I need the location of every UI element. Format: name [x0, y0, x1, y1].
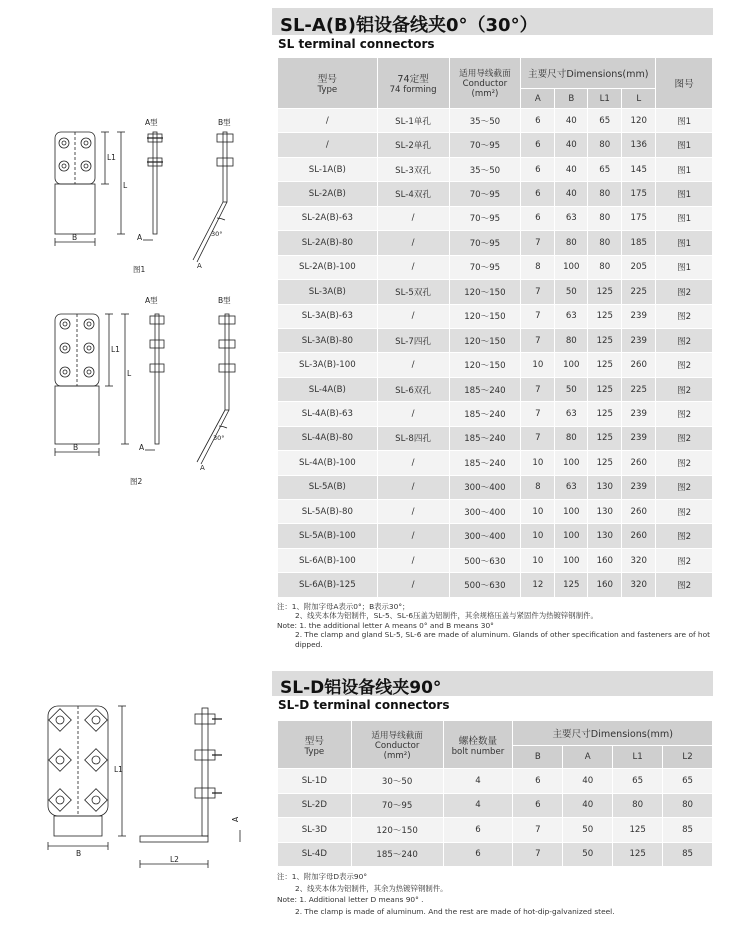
d-header-bolt — [443, 721, 513, 769]
cell-b: 80 — [555, 231, 588, 255]
cell-a: 50 — [563, 842, 613, 867]
table-row — [278, 182, 713, 206]
cell-conductor: 500～630 — [449, 548, 521, 572]
cell-l: 239 — [622, 426, 656, 450]
fig2-palm — [55, 386, 99, 444]
cell-b: 50 — [555, 377, 588, 401]
cell-b: 63 — [555, 206, 588, 230]
cell-forming: / — [377, 402, 449, 426]
cell-a: 6 — [521, 182, 555, 206]
section2-subtitle: SL-D terminal connectors — [278, 698, 450, 712]
cell-l1: 125 — [588, 402, 622, 426]
cell-type: SL-4A(B)-63 — [278, 402, 378, 426]
header-dim-b: B — [555, 89, 588, 109]
cell-fig: 图2 — [656, 304, 713, 328]
header-conductor — [449, 58, 521, 109]
cell-conductor: 30～50 — [351, 769, 443, 794]
d-header-conductor-cn: 适用导线截面 — [371, 730, 423, 741]
note-cn-1: 注：1、附加字母A表示0°；B表示30°； — [277, 602, 410, 611]
fig2-bolt-holes — [60, 319, 94, 377]
cell-a: 10 — [521, 524, 555, 548]
figure-2-drawing — [45, 290, 270, 490]
table-row — [278, 255, 713, 279]
fig2-typeB-label: B型 — [218, 296, 231, 305]
fig2-caption: 图2 — [130, 477, 143, 486]
cell-l1: 65 — [613, 769, 663, 794]
cell-a: 6 — [521, 109, 555, 133]
cell-type: SL-6A(B)-125 — [278, 573, 378, 597]
header-conductor-cn: 适用导线截面 — [459, 69, 511, 79]
note-en-1: Note: 1. the additional letter A means 0° and B means 30° — [277, 620, 494, 630]
cell-type: SL-5A(B)-80 — [278, 500, 378, 524]
cell-l1: 80 — [588, 182, 622, 206]
cell-conductor: 35～50 — [449, 157, 521, 181]
d-header-conductor-en: Conductor — [374, 740, 420, 751]
cell-type: SL-2A(B) — [278, 182, 378, 206]
table-row — [278, 328, 713, 352]
cell-l1: 80 — [613, 793, 663, 818]
section2-title: SL-D铝设备线夹90° — [280, 678, 442, 698]
cell-type: SL-3A(B)-80 — [278, 328, 378, 352]
cell-b: 100 — [555, 353, 588, 377]
section1-subtitle: SL terminal connectors — [278, 37, 435, 51]
cell-forming: / — [377, 548, 449, 572]
cell-type: SL-5A(B) — [278, 475, 378, 499]
section2-table — [277, 720, 713, 867]
cell-a: 12 — [521, 573, 555, 597]
header-type — [278, 58, 378, 109]
cell-a: 7 — [521, 304, 555, 328]
cell-a: 6 — [521, 157, 555, 181]
cell-type: SL-1D — [278, 769, 352, 794]
cell-fig: 图2 — [656, 548, 713, 572]
fig2-L-label: L — [127, 369, 132, 378]
cell-l: 175 — [622, 206, 656, 230]
table-row — [278, 109, 713, 133]
fig2-L1-label: L1 — [111, 345, 120, 354]
cell-fig: 图2 — [656, 573, 713, 597]
section2-title-bar — [272, 671, 713, 696]
d-header-dim-l2: L2 — [663, 746, 713, 769]
cell-type: SL-5A(B)-100 — [278, 524, 378, 548]
cell-type: SL-2A(B)-80 — [278, 231, 378, 255]
cell-a: 10 — [521, 548, 555, 572]
cell-conductor: 185～240 — [351, 842, 443, 867]
fig3-side-horizontal — [140, 836, 208, 842]
cell-type: SL-3A(B) — [278, 280, 378, 304]
cell-type: SL-6A(B)-100 — [278, 548, 378, 572]
section1-table — [277, 57, 713, 598]
cell-bolts: 6 — [443, 842, 513, 867]
fig1-B-label: B — [72, 233, 78, 242]
cell-fig: 图2 — [656, 280, 713, 304]
cell-b: 100 — [555, 524, 588, 548]
header-dim-a: A — [521, 89, 555, 109]
cell-b: 40 — [555, 182, 588, 206]
cell-bolts: 4 — [443, 793, 513, 818]
cell-b: 80 — [555, 328, 588, 352]
cell-fig: 图2 — [656, 475, 713, 499]
table-row — [278, 475, 713, 499]
cell-a: 7 — [521, 280, 555, 304]
d-header-type — [278, 721, 352, 769]
table-row — [278, 524, 713, 548]
fig3-L2-label: L2 — [170, 855, 179, 864]
d-header-bolt-cn: 螺栓数量 — [458, 735, 498, 747]
cell-forming: / — [377, 475, 449, 499]
table-row — [278, 402, 713, 426]
cell-a: 8 — [521, 255, 555, 279]
d-note-cn-2: 2、线夹本体为铝制件，其余为热镀锌钢制件。 — [295, 883, 448, 893]
cell-l: 145 — [622, 157, 656, 181]
header-forming-en: 74 forming — [389, 85, 437, 95]
cell-type: / — [278, 109, 378, 133]
fig1-palm — [55, 184, 95, 234]
fig2-A-label: A — [139, 443, 145, 452]
table-row — [278, 157, 713, 181]
cell-b: 100 — [555, 500, 588, 524]
header-conductor-unit: (mm²) — [471, 89, 499, 99]
header-dimensions: 主要尺寸Dimensions(mm) — [521, 58, 656, 89]
cell-l1: 80 — [588, 206, 622, 230]
section1-title-bar — [272, 8, 713, 35]
cell-l1: 130 — [588, 500, 622, 524]
fig1-typeA-label: A型 — [145, 118, 158, 127]
cell-type: / — [278, 133, 378, 157]
cell-type: SL-3D — [278, 818, 352, 843]
cell-l: 260 — [622, 524, 656, 548]
cell-a: 10 — [521, 500, 555, 524]
table-row — [278, 548, 713, 572]
cell-fig: 图2 — [656, 451, 713, 475]
cell-forming: / — [377, 451, 449, 475]
d-header-dim-a: A — [563, 746, 613, 769]
cell-fig: 图1 — [656, 255, 713, 279]
header-forming — [377, 58, 449, 109]
fig1-caption: 图1 — [133, 265, 146, 274]
header-fig: 图号 — [656, 58, 713, 109]
cell-fig: 图1 — [656, 231, 713, 255]
cell-a: 10 — [521, 451, 555, 475]
cell-b: 7 — [513, 842, 563, 867]
cell-l1: 65 — [588, 157, 622, 181]
table-row — [278, 231, 713, 255]
cell-l2: 65 — [663, 769, 713, 794]
fig1-A2-label: A — [197, 262, 202, 270]
fig1-side-B — [223, 132, 227, 202]
table-row — [278, 426, 713, 450]
d-header-type-en: Type — [304, 746, 325, 757]
cell-a: 7 — [521, 328, 555, 352]
cell-fig: 图2 — [656, 377, 713, 401]
cell-type: SL-3A(B)-100 — [278, 353, 378, 377]
cell-bolts: 4 — [443, 769, 513, 794]
cell-fig: 图1 — [656, 182, 713, 206]
cell-forming: / — [377, 353, 449, 377]
cell-forming: / — [377, 231, 449, 255]
cell-l: 205 — [622, 255, 656, 279]
cell-fig: 图1 — [656, 109, 713, 133]
cell-conductor: 185～240 — [449, 402, 521, 426]
fig2-side-A — [155, 314, 159, 444]
header-type-cn: 型号 — [317, 74, 337, 85]
cell-b: 100 — [555, 451, 588, 475]
cell-conductor: 185～240 — [449, 377, 521, 401]
cell-conductor: 70～95 — [449, 133, 521, 157]
cell-conductor: 120～150 — [449, 304, 521, 328]
d-header-dimensions: 主要尺寸Dimensions(mm) — [513, 721, 713, 746]
fig1-L-label: L — [123, 181, 128, 190]
d-header-conductor — [351, 721, 443, 769]
cell-l: 120 — [622, 109, 656, 133]
header-forming-cn: 74定型 — [397, 74, 429, 85]
cell-a: 40 — [563, 769, 613, 794]
cell-bolts: 6 — [443, 818, 513, 843]
cell-l1: 125 — [588, 426, 622, 450]
cell-a: 7 — [521, 377, 555, 401]
cell-forming: / — [377, 524, 449, 548]
cell-l2: 80 — [663, 793, 713, 818]
cell-l1: 160 — [588, 548, 622, 572]
fig2-typeA-label: A型 — [145, 296, 158, 305]
cell-fig: 图1 — [656, 206, 713, 230]
cell-l: 260 — [622, 500, 656, 524]
cell-forming: SL-8四孔 — [377, 426, 449, 450]
cell-b: 80 — [555, 426, 588, 450]
section1-title: SL-A(B)铝设备线夹0°（30°） — [280, 15, 538, 36]
cell-b: 125 — [555, 573, 588, 597]
table-row — [278, 842, 713, 867]
table-row — [278, 206, 713, 230]
cell-conductor: 120～150 — [449, 353, 521, 377]
table-row — [278, 451, 713, 475]
cell-type: SL-3A(B)-63 — [278, 304, 378, 328]
cell-forming: SL-2单孔 — [377, 133, 449, 157]
cell-l1: 80 — [588, 231, 622, 255]
header-type-en: Type — [317, 85, 338, 95]
cell-conductor: 120～150 — [351, 818, 443, 843]
cell-conductor: 70～95 — [351, 793, 443, 818]
cell-l1: 125 — [613, 818, 663, 843]
cell-conductor: 300～400 — [449, 524, 521, 548]
cell-l1: 125 — [588, 377, 622, 401]
d-header-dim-b: B — [513, 746, 563, 769]
cell-type: SL-2A(B)-63 — [278, 206, 378, 230]
cell-a: 10 — [521, 353, 555, 377]
section2-notes — [277, 871, 717, 917]
fig3-side-vertical — [202, 708, 208, 836]
cell-fig: 图2 — [656, 402, 713, 426]
cell-l1: 65 — [588, 109, 622, 133]
table-row — [278, 377, 713, 401]
d-header-conductor-unit: (mm²) — [383, 750, 411, 761]
cell-conductor: 70～95 — [449, 255, 521, 279]
d-header-dim-l1: L1 — [613, 746, 663, 769]
cell-type: SL-4A(B)-100 — [278, 451, 378, 475]
cell-l2: 85 — [663, 818, 713, 843]
cell-b: 7 — [513, 818, 563, 843]
cell-l: 175 — [622, 182, 656, 206]
cell-l: 260 — [622, 451, 656, 475]
d-header-bolt-en: bolt number — [451, 746, 505, 757]
cell-l1: 80 — [588, 255, 622, 279]
cell-l: 225 — [622, 377, 656, 401]
cell-conductor: 300～400 — [449, 500, 521, 524]
cell-fig: 图2 — [656, 353, 713, 377]
table-row — [278, 280, 713, 304]
cell-l: 239 — [622, 304, 656, 328]
cell-forming: SL-7四孔 — [377, 328, 449, 352]
cell-b: 40 — [555, 157, 588, 181]
cell-b: 63 — [555, 304, 588, 328]
cell-conductor: 70～95 — [449, 206, 521, 230]
fig2-side-B — [225, 314, 229, 410]
figure-3-drawing — [40, 690, 265, 880]
note-cn-2: 2、线夹本体为铝制件，SL-5、SL-6压盖为铝制件，其余规格压盖与紧固件为热镀锌钢制件。 — [295, 611, 598, 621]
d-note-en-2: 2. The clamp is made of aluminum. And the rest are made of hot-dip-galvanized steel. — [295, 906, 615, 916]
cell-l1: 125 — [588, 328, 622, 352]
cell-forming: SL-3双孔 — [377, 157, 449, 181]
cell-conductor: 70～95 — [449, 182, 521, 206]
cell-b: 40 — [555, 109, 588, 133]
figure-1-drawing — [45, 110, 270, 280]
cell-fig: 图1 — [656, 133, 713, 157]
cell-l1: 80 — [588, 133, 622, 157]
cell-a: 6 — [521, 133, 555, 157]
cell-type: SL-2A(B)-100 — [278, 255, 378, 279]
cell-fig: 图2 — [656, 426, 713, 450]
cell-l: 239 — [622, 475, 656, 499]
fig3-palm — [54, 816, 102, 836]
cell-a: 50 — [563, 818, 613, 843]
cell-fig: 图2 — [656, 500, 713, 524]
cell-a: 6 — [521, 206, 555, 230]
header-dim-l1: L1 — [588, 89, 622, 109]
cell-b: 100 — [555, 548, 588, 572]
cell-b: 63 — [555, 402, 588, 426]
cell-b: 50 — [555, 280, 588, 304]
table-row — [278, 793, 713, 818]
cell-type: SL-2D — [278, 793, 352, 818]
cell-l: 320 — [622, 573, 656, 597]
table-row — [278, 769, 713, 794]
cell-l1: 130 — [588, 524, 622, 548]
cell-forming: / — [377, 573, 449, 597]
header-dim-l: L — [622, 89, 656, 109]
cell-type: SL-4D — [278, 842, 352, 867]
cell-a: 7 — [521, 231, 555, 255]
table-row — [278, 304, 713, 328]
cell-forming: / — [377, 255, 449, 279]
cell-type: SL-1A(B) — [278, 157, 378, 181]
cell-fig: 图2 — [656, 328, 713, 352]
fig1-side-A — [153, 132, 157, 234]
cell-l1: 160 — [588, 573, 622, 597]
cell-conductor: 120～150 — [449, 280, 521, 304]
fig3-A-label: A — [231, 816, 240, 822]
cell-l: 185 — [622, 231, 656, 255]
cell-a: 40 — [563, 793, 613, 818]
d-note-en-1: Note: 1. Additional letter D means 90° . — [277, 895, 424, 904]
cell-l2: 85 — [663, 842, 713, 867]
fig1-L1-label: L1 — [107, 153, 116, 162]
cell-l: 239 — [622, 402, 656, 426]
cell-conductor: 500～630 — [449, 573, 521, 597]
cell-conductor: 185～240 — [449, 426, 521, 450]
fig2-B-label: B — [73, 443, 79, 452]
fig3-L1-label: L1 — [114, 765, 123, 774]
cell-l1: 125 — [588, 451, 622, 475]
table-row — [278, 500, 713, 524]
cell-forming: / — [377, 304, 449, 328]
cell-l1: 130 — [588, 475, 622, 499]
cell-l1: 125 — [613, 842, 663, 867]
fig1-typeB-label: B型 — [218, 118, 231, 127]
d-header-type-cn: 型号 — [304, 735, 324, 747]
table-row — [278, 573, 713, 597]
fig3-bolt-holes — [49, 709, 108, 812]
cell-l: 225 — [622, 280, 656, 304]
section1-notes — [277, 602, 717, 649]
fig2-angle-label: 30° — [213, 434, 225, 442]
cell-conductor: 70～95 — [449, 231, 521, 255]
cell-b: 63 — [555, 475, 588, 499]
fig3-B-label: B — [76, 849, 82, 858]
cell-conductor: 120～150 — [449, 328, 521, 352]
cell-l: 320 — [622, 548, 656, 572]
cell-b: 100 — [555, 255, 588, 279]
cell-b: 6 — [513, 793, 563, 818]
cell-a: 7 — [521, 402, 555, 426]
cell-l: 136 — [622, 133, 656, 157]
table-row — [278, 818, 713, 843]
cell-forming: SL-6双孔 — [377, 377, 449, 401]
cell-fig: 图2 — [656, 524, 713, 548]
cell-a: 8 — [521, 475, 555, 499]
cell-l1: 125 — [588, 353, 622, 377]
cell-conductor: 185～240 — [449, 451, 521, 475]
cell-l1: 125 — [588, 304, 622, 328]
header-conductor-en: Conductor — [462, 79, 508, 89]
cell-type: SL-4A(B) — [278, 377, 378, 401]
table-row — [278, 133, 713, 157]
cell-forming: SL-4双孔 — [377, 182, 449, 206]
cell-l: 260 — [622, 353, 656, 377]
table-row — [278, 353, 713, 377]
cell-conductor: 300～400 — [449, 475, 521, 499]
cell-a: 7 — [521, 426, 555, 450]
fig2-A2-label: A — [200, 464, 205, 472]
cell-forming: SL-5双孔 — [377, 280, 449, 304]
cell-forming: SL-1单孔 — [377, 109, 449, 133]
d-note-cn-1: 注：1、附加字母D表示90° — [277, 872, 368, 881]
cell-type: SL-4A(B)-80 — [278, 426, 378, 450]
note-en-2: 2. The clamp and gland SL-5, SL-6 are made of aluminum. Glands of other specification and fasteners are of hot dipped. — [295, 630, 711, 649]
cell-b: 6 — [513, 769, 563, 794]
cell-forming: / — [377, 206, 449, 230]
cell-fig: 图1 — [656, 157, 713, 181]
cell-b: 40 — [555, 133, 588, 157]
cell-forming: / — [377, 500, 449, 524]
cell-l: 239 — [622, 328, 656, 352]
fig1-A-label: A — [137, 233, 143, 242]
cell-l1: 125 — [588, 280, 622, 304]
cell-conductor: 35～50 — [449, 109, 521, 133]
fig1-angle-label: 30° — [211, 230, 223, 238]
